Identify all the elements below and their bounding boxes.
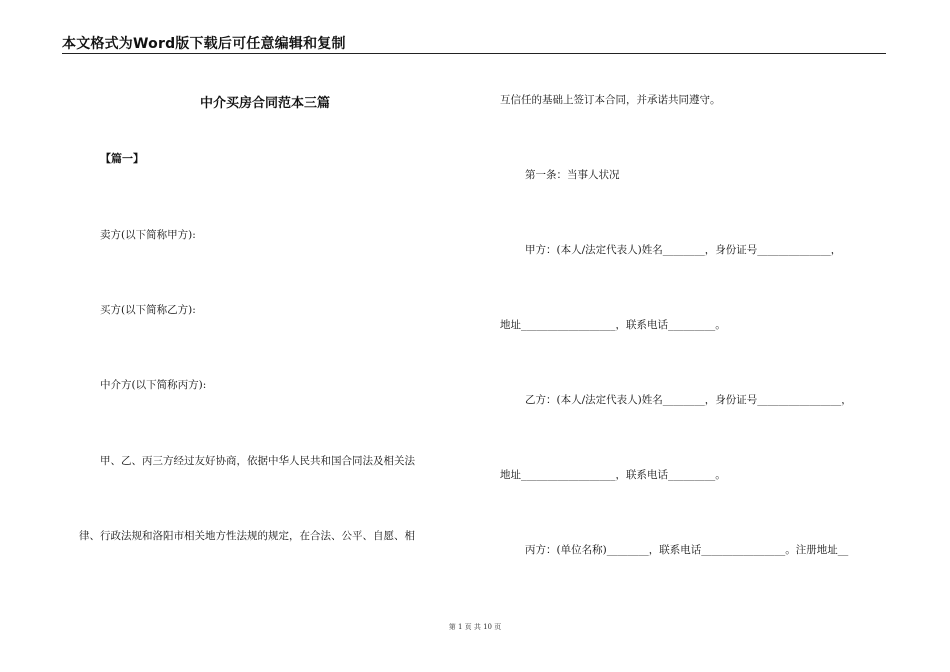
preamble-line-2: 律、行政法规和洛阳市相关地方性法规的规定，在合法、公平、自愿、相 <box>79 530 415 542</box>
preamble-line-1: 甲、乙、丙三方经过友好协商，依据中华人民共和国合同法及相关法 <box>100 455 415 467</box>
header-text: 本文格式为Word版下载后可任意编辑和复制 <box>62 36 346 52</box>
party-b-line-1: 乙方：(本人/法定代表人)姓名________，身份证号________________， <box>525 394 852 406</box>
buyer-line: 买方(以下简称乙方): <box>100 304 196 316</box>
party-a-line-2: 地址__________________，联系电话_________。 <box>500 319 726 331</box>
preamble-line-3: 互信任的基础上签订本合同，并承诺共同遵守。 <box>500 94 721 106</box>
party-b-line-2: 地址__________________，联系电话_________。 <box>500 469 726 481</box>
header-divider <box>62 53 886 54</box>
document-title: 中介买房合同范本三篇 <box>199 96 330 111</box>
agent-line: 中介方(以下简称丙方): <box>100 379 207 391</box>
page-number: 第 1 页 共 10 页 <box>448 623 502 631</box>
section-label: 【篇一】 <box>100 152 144 165</box>
party-c-line-1: 丙方：(单位名称)________，联系电话________________。注册地址__ <box>525 544 849 556</box>
seller-line: 卖方(以下简称甲方): <box>100 229 196 241</box>
article-1-heading: 第一条：当事人状况 <box>525 169 620 181</box>
party-a-line-1: 甲方：(本人/法定代表人)姓名________，身份证号______________， <box>525 244 842 256</box>
